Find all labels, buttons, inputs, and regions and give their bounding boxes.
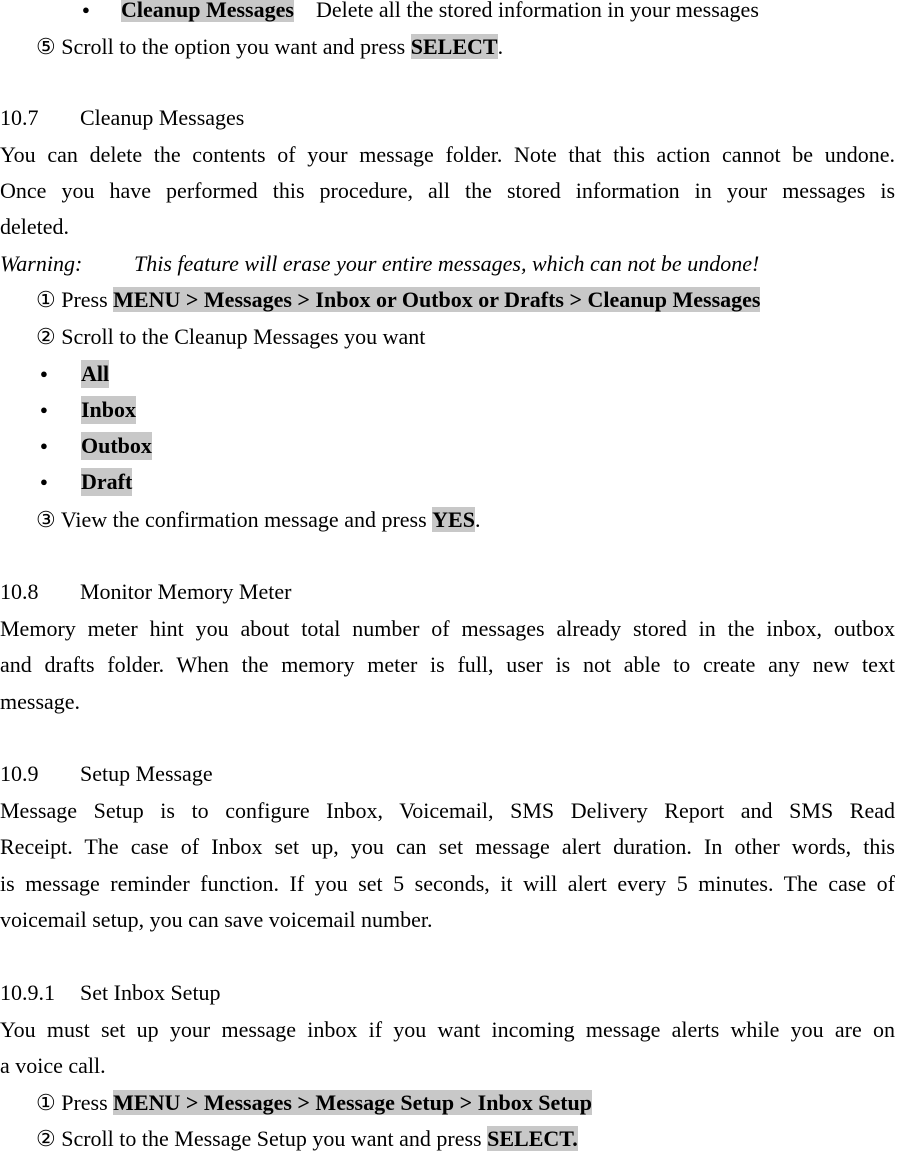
section-heading-10-8: 10.8 Monitor Memory Meter xyxy=(0,579,292,604)
key-select: SELECT. xyxy=(487,1126,578,1151)
option-outbox: Outbox xyxy=(81,433,152,458)
step-1: ① Press MENU > Messages > Message Setup > Inbox Setup xyxy=(36,1090,593,1115)
step-3: ③ View the confirmation message and press YES. xyxy=(36,507,481,532)
paragraph-line: is message reminder function. If you set 5 seconds, it will alert every 5 minutes. The case of xyxy=(0,871,895,896)
step-2: ② Scroll to the Message Setup you want and press SELECT. xyxy=(36,1126,578,1151)
warning-line xyxy=(0,250,759,278)
option-inbox: Inbox xyxy=(81,397,137,422)
paragraph-line: a voice call. xyxy=(0,1053,106,1078)
step-1: ① Press MENU > Messages > Inbox or Outbox or Drafts > Cleanup Messages xyxy=(36,287,761,312)
warning-label: Warning: xyxy=(0,251,83,276)
warning-text: This feature will erase your entire messages, which can not be undone! xyxy=(134,251,760,276)
paragraph-line: Receipt. The case of Inbox set up, you can set message alert duration. In other words, this xyxy=(0,834,895,859)
option-cleanup-messages: Cleanup Messages xyxy=(121,0,294,22)
option-all: All xyxy=(81,361,110,386)
bullet-dot: ● xyxy=(40,438,48,453)
option-draft: Draft xyxy=(81,469,133,494)
paragraph-line: You can delete the contents of your message folder. Note that this action cannot be undone. xyxy=(0,142,895,167)
section-heading-10-7: 10.7 Cleanup Messages xyxy=(0,105,245,130)
bullet-description: Delete all the stored information in your messages xyxy=(315,0,759,22)
menu-path: MENU > Messages > Inbox or Outbox or Drafts > Cleanup Messages xyxy=(113,287,761,312)
menu-path: MENU > Messages > Message Setup > Inbox Setup xyxy=(113,1090,593,1115)
paragraph-line: voicemail setup, you can save voicemail number. xyxy=(0,907,433,932)
paragraph-line: deleted. xyxy=(0,214,70,239)
key-yes: YES xyxy=(432,507,475,532)
paragraph-line: You must set up your message inbox if you want incoming message alerts while you are on xyxy=(0,1017,895,1042)
paragraph-line: and drafts folder. When the memory meter is full, user is not able to create any new text xyxy=(0,652,895,677)
bullet-dot: ● xyxy=(40,366,48,381)
key-select: SELECT xyxy=(410,34,498,59)
section-heading-10-9: 10.9 Setup Message xyxy=(0,761,213,786)
paragraph-line: Memory meter hint you about total number of messages already stored in the inbox, outbox xyxy=(0,616,895,641)
bullet-item-cleanup xyxy=(121,0,759,24)
paragraph-line: Message Setup is to configure Inbox, Voicemail, SMS Delivery Report and SMS Read xyxy=(0,798,895,823)
step-2: ② Scroll to the Cleanup Messages you want xyxy=(36,324,426,349)
paragraph-line: message. xyxy=(0,689,81,714)
bullet-dot: ● xyxy=(40,402,48,417)
bullet-dot: ● xyxy=(82,2,90,17)
bullet-dot: ● xyxy=(40,474,48,489)
step-5: ⑤ Scroll to the option you want and press SELECT. xyxy=(36,34,504,59)
section-heading-10-9-1: 10.9.1 Set Inbox Setup xyxy=(0,980,221,1005)
paragraph-line: Once you have performed this procedure, all the stored information in your messages is xyxy=(0,178,895,203)
